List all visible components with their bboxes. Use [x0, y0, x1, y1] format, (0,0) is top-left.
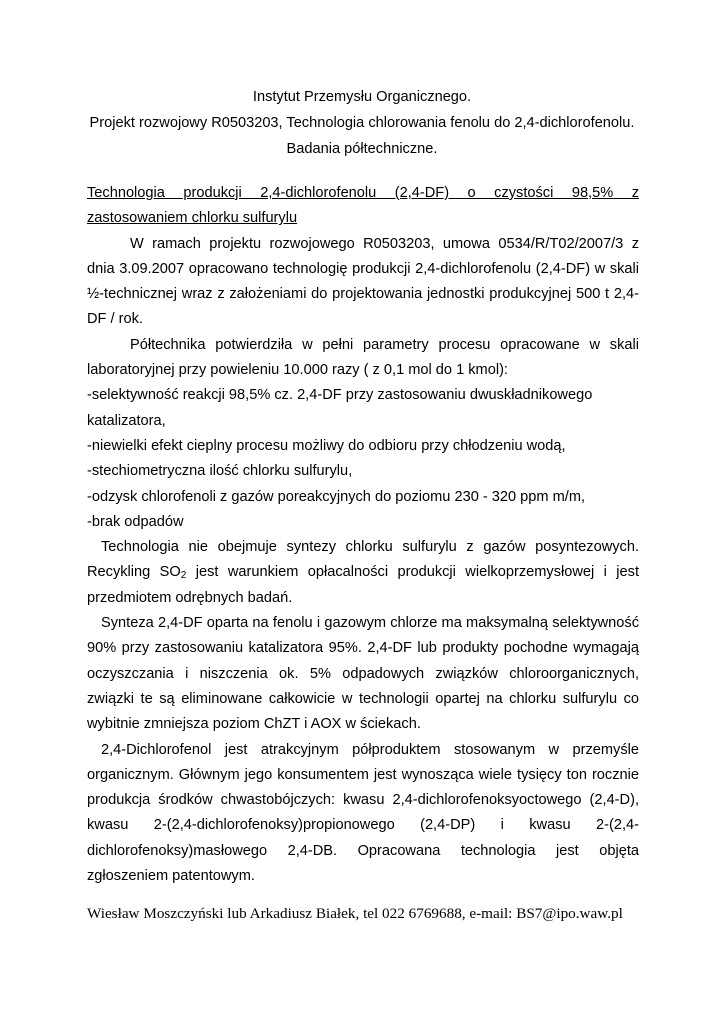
- document-title: Technologia produkcji 2,4-dichlorofenolu (2,4-DF) o czystości 98,5% z zastosowaniem chlorku sulfurylu: [87, 185, 639, 227]
- list-item: -brak odpadów: [87, 513, 184, 530]
- list-item: -selektywność reakcji 98,5% cz. 2,4-DF przy zastosowaniu dwuskładnikowego katalizatora,: [87, 387, 593, 429]
- paragraph-pilot-plant: Półtechnika potwierdziła w pełni parametry procesu opracowane w skali laboratoryjnej przy powieleniu 10.000 razy ( z 0,1 mol do 1 kmol):: [87, 336, 639, 379]
- document-body: [87, 181, 639, 889]
- list-item: -niewielki efekt cieplny procesu możliwy do odbioru przy chłodzeniu wodą,: [87, 437, 566, 454]
- list-item: -odzysk chlorofenoli z gazów poreakcyjnych do poziomu 230 - 320 ppm m/m,: [87, 488, 586, 505]
- paragraph-applications: 2,4-Dichlorofenol jest atrakcyjnym półproduktem stosowanym w przemyśle organicznym. Głównym jego konsumentem jest wynosząca wiele tysięcy ton rocznie produkcja środków chwastobójczych: kwasu 2,4-dichlorofenoksyoctowego (2,4-D), kwasu 2-(2,4-dichlorofenoksy)propionowego (2,4-DP) i kwasu 2-(2,4-dichlorofenoksy)masłowego 2,4-DB. Opracowana technologia jest objęta zgłoszeniem patentowym.: [87, 741, 639, 885]
- document-header: [0, 84, 724, 162]
- institute-name: Instytut Przemysłu Organicznego.: [252, 89, 472, 105]
- project-line: Projekt rozwojowy R0503203, Technologia chlorowania fenolu do 2,4-dichlorofenolu.: [89, 115, 635, 131]
- list-item: -stechiometryczna ilość chlorku sulfurylu,: [87, 463, 353, 480]
- contact-footer: Wiesław Moszczyński lub Arkadiusz Białek, tel 022 6769688, e-mail: BS7@ipo.waw.pl: [87, 905, 623, 922]
- study-type: Badania półtechniczne.: [286, 141, 438, 157]
- paragraph-synthesis: Synteza 2,4-DF oparta na fenolu i gazowym chlorze ma maksymalną selektywność 90% przy zastosowaniu katalizatora 95%. 2,4-DF lub produkty pochodne wymagają oczyszczania i niszczenia ok. 5% odpadowych związków chloroorganicznych, związki te są eliminowane całkowicie w technologii opartej na chlorku sulfurylu co wybitnie zmniejsza poziom ChZT i AOX w ściekach.: [87, 615, 639, 733]
- paragraph-scope-text-b: jest warunkiem opłacalności produkcji wielkoprzemysłowej i jest przedmiotem odrębnych badań.: [87, 564, 639, 606]
- paragraph-project: W ramach projektu rozwojowego R0503203, umowa 0534/R/T02/2007/3 z dnia 3.09.2007 opracowano technologię produkcji 2,4-dichlorofenolu (2,4-DF) w skali ½-technicznej wraz z założeniami do projektowania jednostki produkcyjnej 500 t 2,4-DF / rok.: [87, 235, 639, 328]
- so2-subscript: 2: [180, 570, 187, 582]
- paragraph-scope-text-a: Technologia nie obejmuje syntezy chlorku sulfurylu z gazów posyntezowych. Recykling SO: [87, 539, 639, 581]
- paragraph-scope: [87, 535, 639, 611]
